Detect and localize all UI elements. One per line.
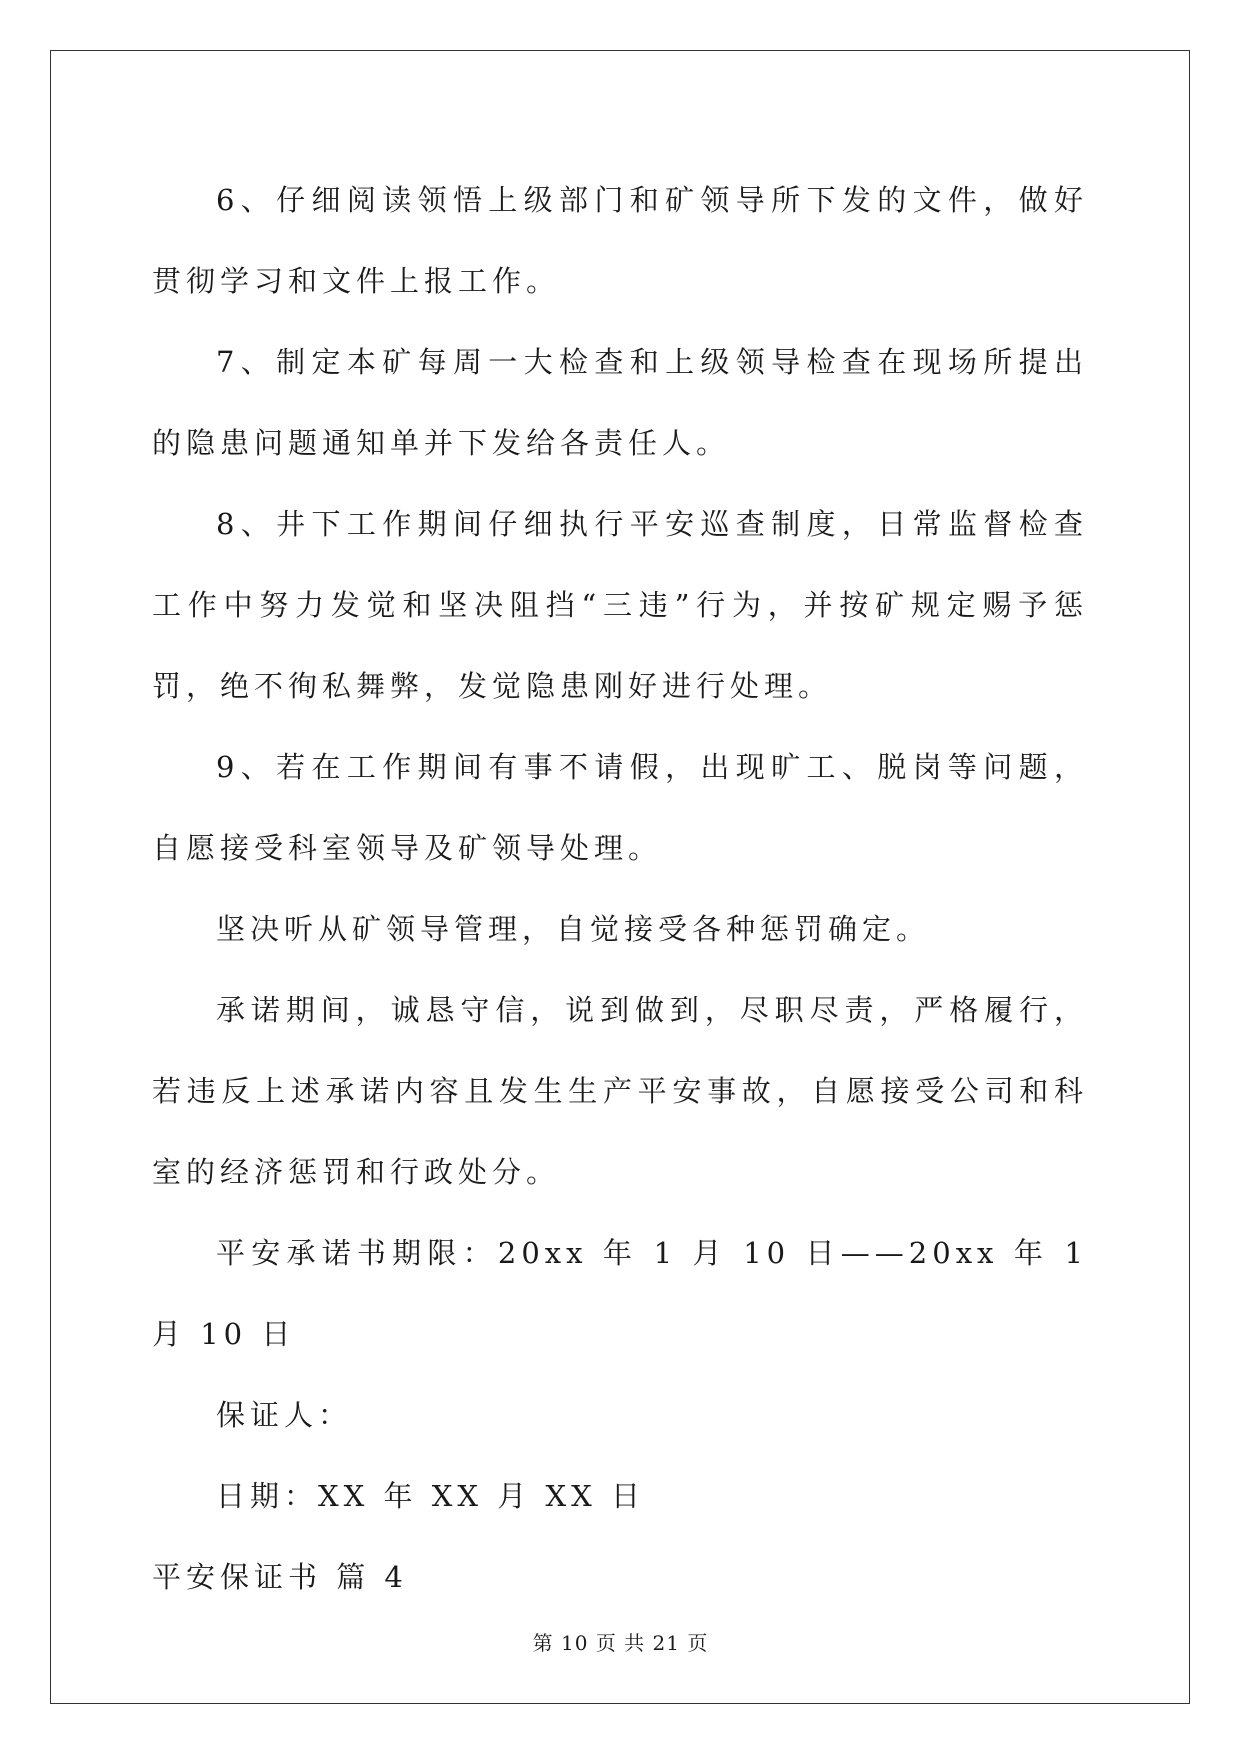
paragraph-item-9: 9、若在工作期间有事不请假，出现旷工、脱岗等问题，自愿接受科室领导及矿领导处理。: [152, 750, 1088, 865]
paragraph-item-8: 8、井下工作期间仔细执行平安巡查制度，日常监督检查工作中努力发觉和坚决阻挡“三违”行为，并按矿规定赐予惩罚，绝不徇私舞弊，发觉隐患刚好进行处理。: [152, 507, 1088, 703]
paragraph-guarantor: 保证人：: [216, 1398, 353, 1432]
page-number-footer: 第 10 页 共 21 页: [532, 1631, 709, 1655]
paragraph-obey: 坚决听从矿领导管理，自觉接受各种惩罚确定。: [216, 912, 931, 946]
paragraph-item-7: 7、制定本矿每周一大检查和上级领导检查在现场所提出的隐患问题通知单并下发给各责任人。: [152, 345, 1088, 460]
document-body: [152, 160, 1088, 1618]
paragraph-term: 平安承诺书期限：20xx 年 1 月 10 日——20xx 年 1 月 10 日: [152, 1236, 1088, 1351]
paragraph-date: 日期：XX 年 XX 月 XX 日: [216, 1479, 645, 1513]
paragraph-commitment: 承诺期间，诚恳守信，说到做到，尽职尽责，严格履行，若违反上述承诺内容且发生生产平安事故，自愿接受公司和科室的经济惩罚和行政处分。: [152, 993, 1088, 1189]
section-heading: 平安保证书 篇 4: [152, 1560, 408, 1594]
paragraph-item-6: 6、仔细阅读领悟上级部门和矿领导所下发的文件，做好贯彻学习和文件上报工作。: [152, 183, 1088, 298]
